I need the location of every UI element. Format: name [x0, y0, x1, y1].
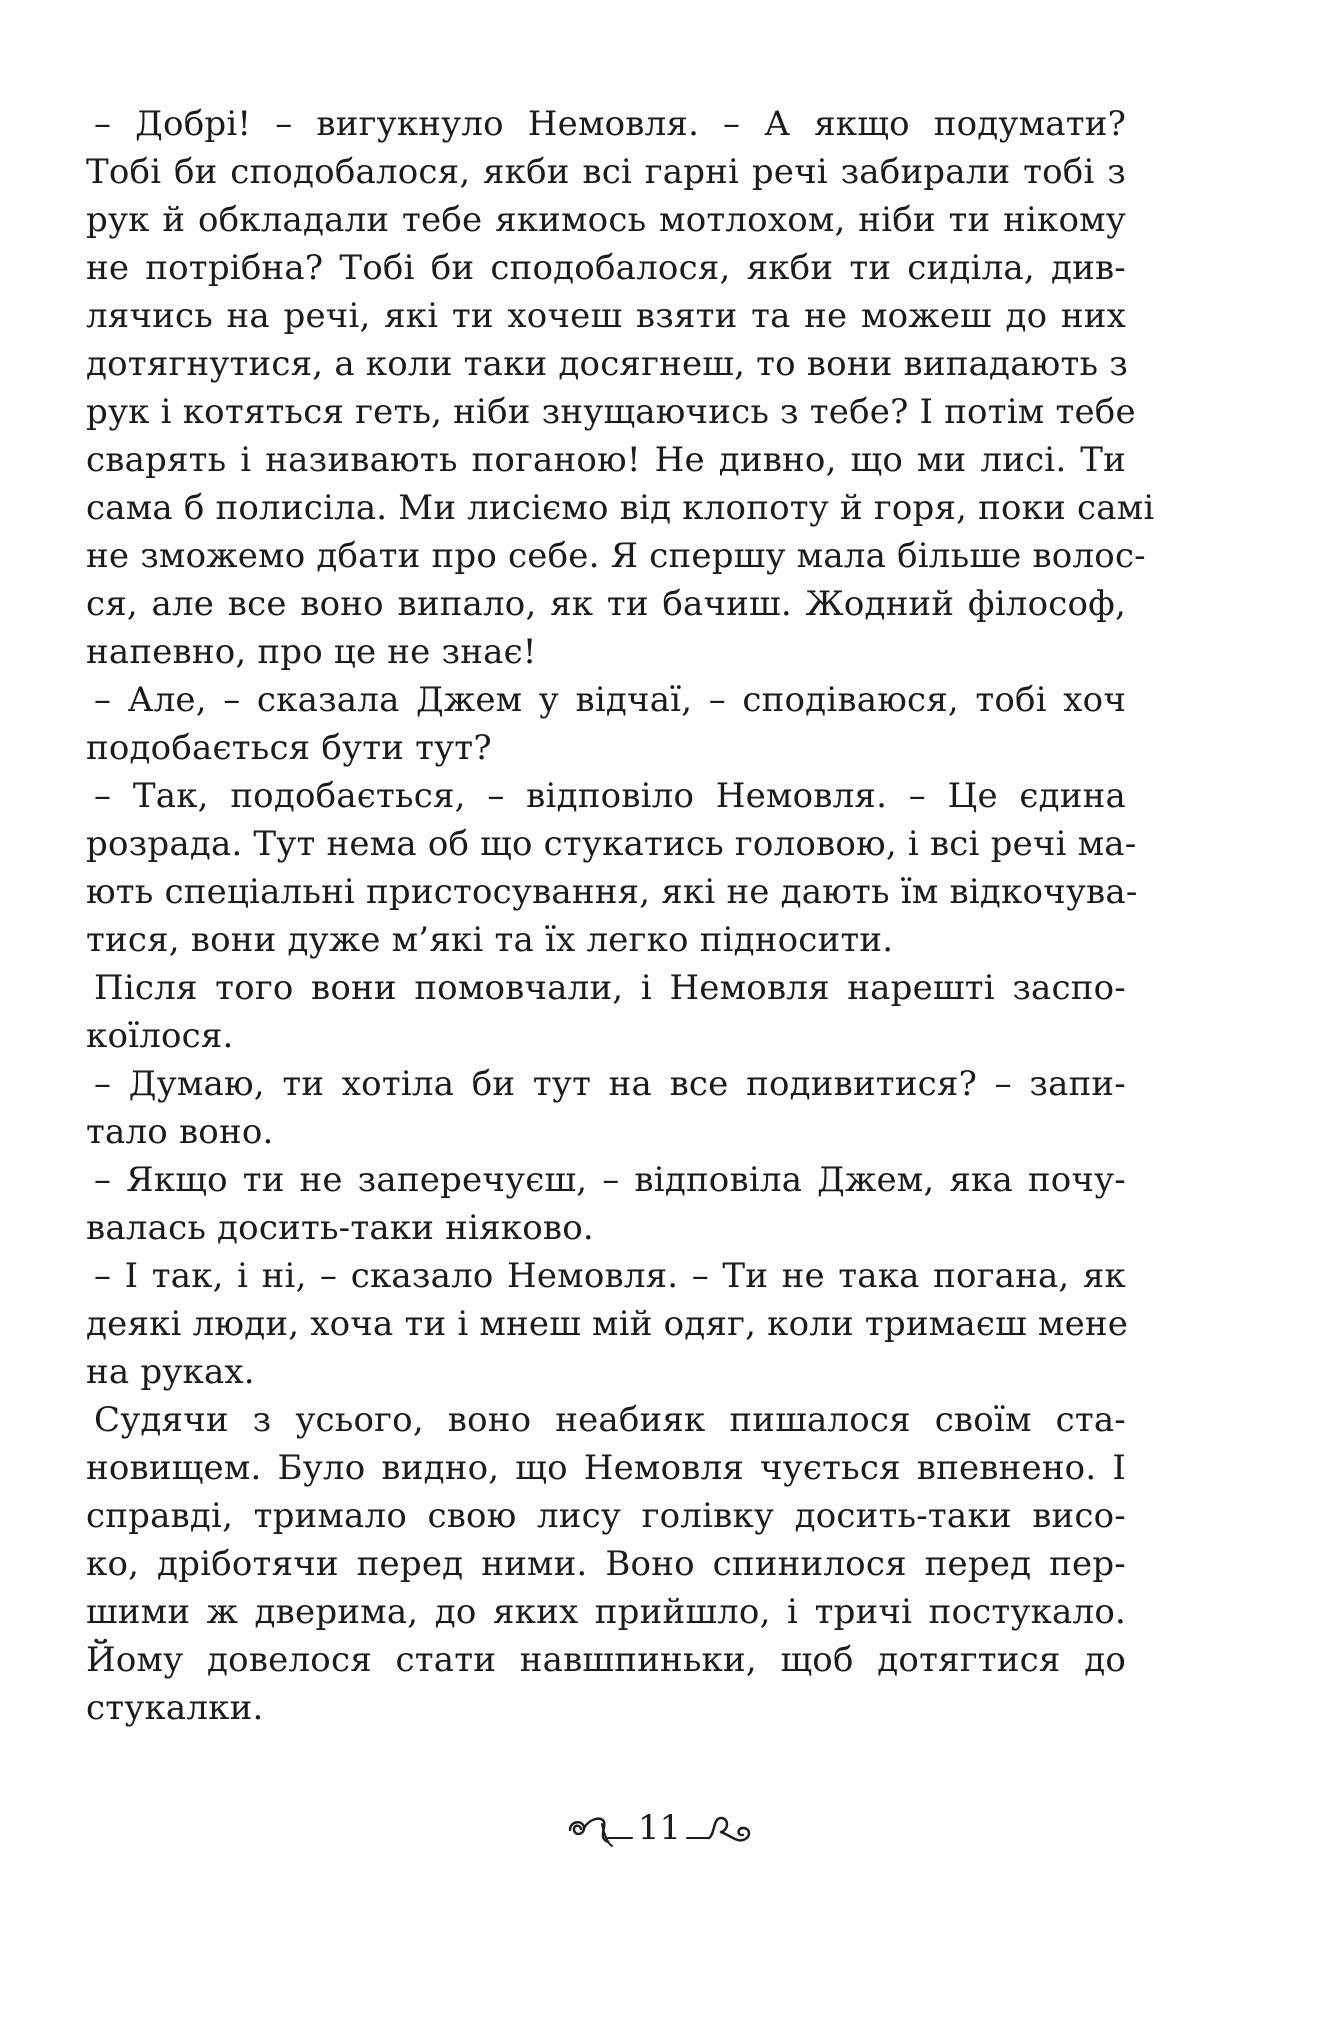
left-swirl-ornament-icon [564, 1808, 634, 1848]
text-line-19: Після того вони помовчали, і Немовля нарешті заспо- [94, 968, 1126, 1008]
text-line-25: – І так, і ні, – сказало Немовля. – Ти не така погана, як [94, 1256, 1126, 1296]
text-line-24: валась досить-таки ніяково. [86, 1208, 594, 1248]
text-line-6: дотягнутися, а коли таки досягнеш, то вони випадають з [86, 344, 1128, 384]
text-line-2: Тобі би сподобалося, якби всі гарні речі забирали тобі з [86, 152, 1126, 192]
body-text [86, 100, 1155, 1732]
text-line-10: не зможемо дбати про себе. Я спершу мала більше волос- [86, 536, 1146, 576]
text-line-15: – Так, подобається, – відповіло Немовля. – Це єдина [94, 776, 1126, 816]
text-line-3: рук й обкладали тебе якимось мотлохом, ніби ти нікому [86, 200, 1126, 240]
text-line-5: лячись на речі, які ти хочеш взяти та не можеш до них [86, 296, 1126, 336]
text-line-20: коїлося. [86, 1016, 234, 1056]
text-line-9: сама б полисіла. Ми лисіємо від клопоту й горя, поки самі [86, 488, 1155, 528]
text-line-16: розрада. Тут нема об що стукатись головою, і всі речі ма- [86, 824, 1137, 864]
text-line-27: на руках. [86, 1352, 255, 1392]
text-line-23: – Якщо ти не заперечуєш, – відповіла Джем, яка почу- [94, 1160, 1126, 1200]
text-line-28: Судячи з усього, воно неабияк пишалося своїм ста- [94, 1400, 1126, 1440]
text-line-18: тися, вони дуже м’які та їх легко підносити. [86, 920, 894, 960]
text-line-31: ко, дріботячи перед ними. Воно спинилося перед пер- [86, 1544, 1126, 1584]
text-line-4: не потрібна? Тобі би сподобалося, якби ти сиділа, див- [86, 248, 1126, 288]
text-line-1: – Добрі! – вигукнуло Немовля. – А якщо подумати? [94, 104, 1126, 144]
text-line-17: ють спеціальні пристосування, які не дають їм відкочува- [86, 872, 1138, 912]
text-line-30: справді, тримало свою лису голівку досить-таки висо- [86, 1496, 1126, 1536]
page-number-ornament [564, 1808, 755, 1848]
text-line-29: новищем. Було видно, що Немовля чується впевнено. І [86, 1448, 1126, 1488]
text-line-12: напевно, про це не знає! [86, 632, 537, 672]
text-line-11: ся, але все воно випало, як ти бачиш. Жодний філософ, [86, 584, 1126, 624]
text-line-8: сварять і називають поганою! Не дивно, що ми лисі. Ти [86, 440, 1126, 480]
text-line-21: – Думаю, ти хотіла би тут на все подивитися? – запи- [94, 1064, 1126, 1104]
page-footer [0, 1808, 1319, 1878]
text-line-22: тало воно. [86, 1112, 274, 1152]
text-line-13: – Але, – сказала Джем у відчаї, – сподіваюся, тобі хоч [94, 680, 1126, 720]
text-line-32: шими ж дверима, до яких прийшло, і тричі постукало. [86, 1592, 1126, 1632]
text-line-34: стукалки. [86, 1688, 264, 1728]
text-line-26: деякі люди, хоча ти і мнеш мій одяг, коли тримаєш мене [86, 1304, 1129, 1344]
right-swirl-ornament-icon [685, 1808, 755, 1848]
text-line-33: Йому довелося стати навшпиньки, щоб дотягтися до [86, 1640, 1126, 1680]
text-line-14: подобається бути тут? [86, 728, 492, 768]
text-line-7: рук і котяться геть, ніби знущаючись з тебе? І потім тебе [86, 392, 1136, 432]
page-number: 11 [637, 1808, 682, 1848]
